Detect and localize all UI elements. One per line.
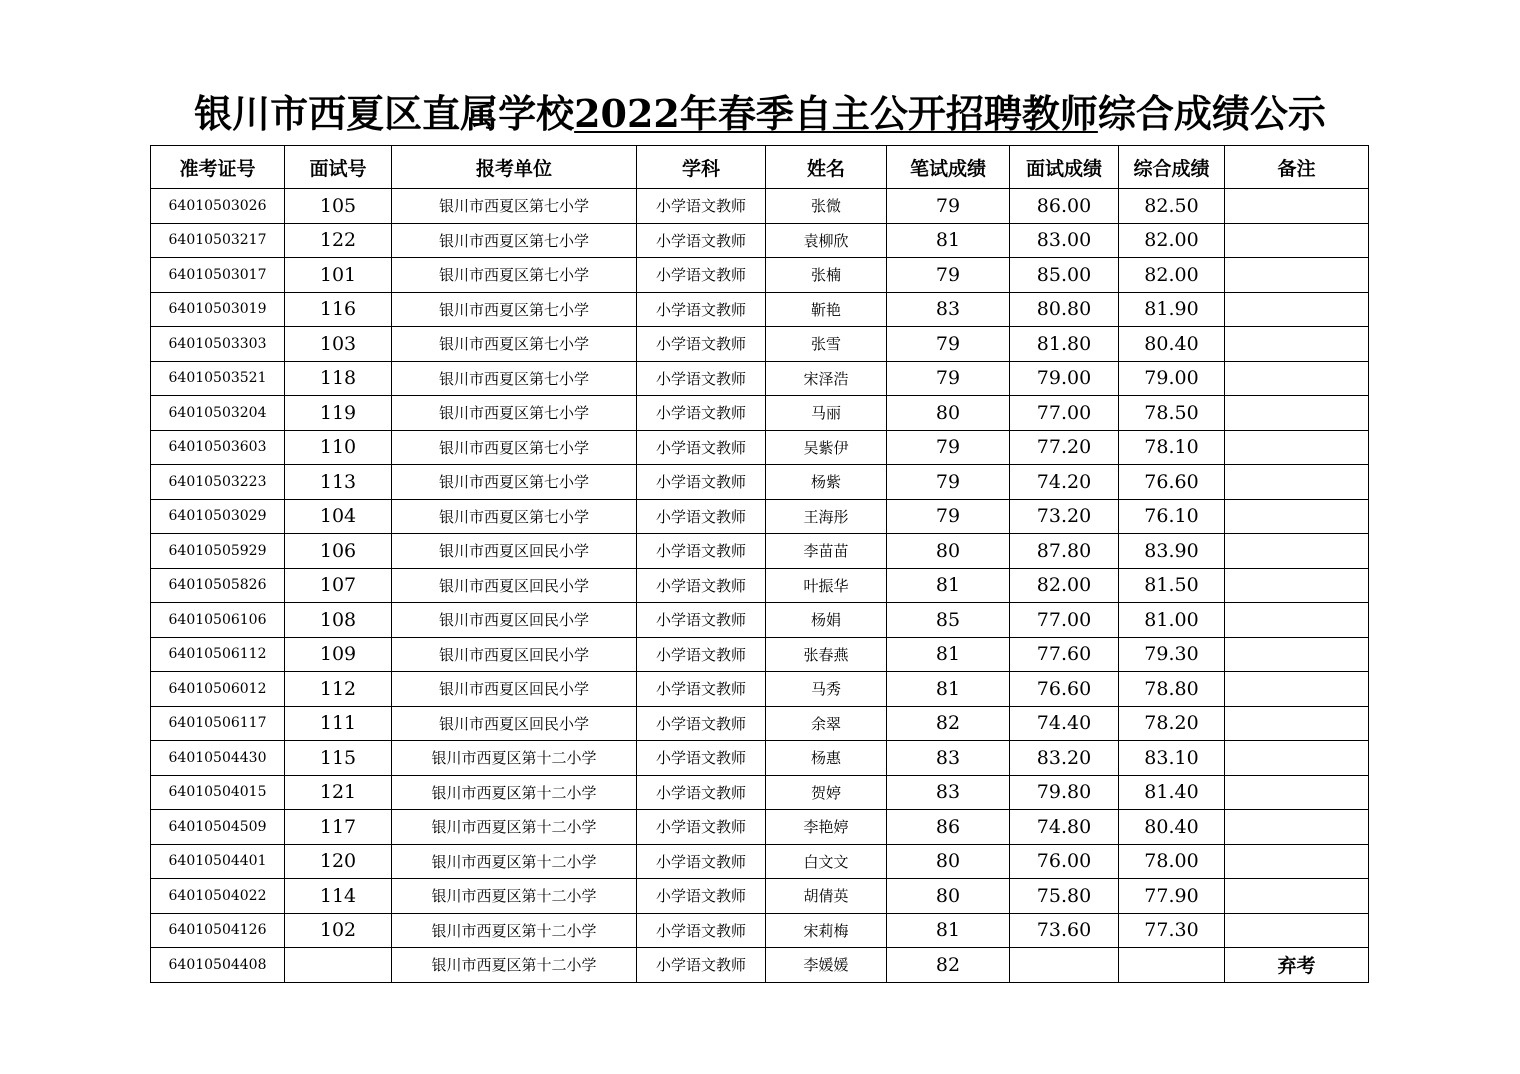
cell-subject: 小学语文教师	[637, 223, 766, 258]
cell-name: 白文文	[766, 844, 887, 879]
cell-subject: 小学语文教师	[637, 603, 766, 638]
header-note: 备注	[1225, 146, 1369, 189]
table-row	[151, 396, 1369, 431]
cell-written-score: 85	[887, 603, 1010, 638]
cell-note	[1225, 430, 1369, 465]
cell-note	[1225, 327, 1369, 362]
cell-subject: 小学语文教师	[637, 568, 766, 603]
cell-written-score: 81	[887, 913, 1010, 948]
cell-subject: 小学语文教师	[637, 913, 766, 948]
table-row	[151, 603, 1369, 638]
table-body	[151, 189, 1369, 983]
cell-note	[1225, 396, 1369, 431]
cell-exam-id: 64010503603	[151, 430, 285, 465]
cell-total-score: 79.30	[1119, 637, 1225, 672]
cell-total-score: 81.00	[1119, 603, 1225, 638]
cell-interview-score: 77.00	[1010, 603, 1119, 638]
cell-total-score: 79.00	[1119, 361, 1225, 396]
cell-unit: 银川市西夏区第十二小学	[392, 741, 637, 776]
cell-note	[1225, 775, 1369, 810]
table-row	[151, 913, 1369, 948]
header-row	[151, 146, 1369, 189]
cell-interview-score: 83.20	[1010, 741, 1119, 776]
title-prefix: 银川市西夏区直属学校	[194, 91, 575, 136]
cell-interview-score: 76.00	[1010, 844, 1119, 879]
cell-interview-score: 74.80	[1010, 810, 1119, 845]
table-row	[151, 741, 1369, 776]
table-row	[151, 879, 1369, 914]
cell-name: 余翠	[766, 706, 887, 741]
cell-unit: 银川市西夏区回民小学	[392, 706, 637, 741]
cell-note	[1225, 189, 1369, 224]
cell-note	[1225, 913, 1369, 948]
table-row	[151, 844, 1369, 879]
cell-subject: 小学语文教师	[637, 292, 766, 327]
cell-written-score: 79	[887, 327, 1010, 362]
cell-interview-no: 113	[285, 465, 392, 500]
header-unit: 报考单位	[392, 146, 637, 189]
cell-exam-id: 64010504126	[151, 913, 285, 948]
cell-exam-id: 64010503204	[151, 396, 285, 431]
cell-exam-id: 64010503223	[151, 465, 285, 500]
cell-subject: 小学语文教师	[637, 361, 766, 396]
header-interview-no: 面试号	[285, 146, 392, 189]
cell-subject: 小学语文教师	[637, 775, 766, 810]
cell-note	[1225, 534, 1369, 569]
cell-name: 靳艳	[766, 292, 887, 327]
cell-subject: 小学语文教师	[637, 430, 766, 465]
cell-exam-id: 64010504015	[151, 775, 285, 810]
cell-total-score: 82.50	[1119, 189, 1225, 224]
cell-interview-no: 116	[285, 292, 392, 327]
cell-total-score: 78.80	[1119, 672, 1225, 707]
cell-written-score: 86	[887, 810, 1010, 845]
table-row	[151, 327, 1369, 362]
cell-name: 李艳婷	[766, 810, 887, 845]
cell-unit: 银川市西夏区第十二小学	[392, 844, 637, 879]
table-row	[151, 189, 1369, 224]
cell-interview-no: 122	[285, 223, 392, 258]
cell-interview-no: 104	[285, 499, 392, 534]
cell-name: 李媛媛	[766, 948, 887, 983]
table-row	[151, 810, 1369, 845]
cell-note	[1225, 741, 1369, 776]
cell-interview-score: 80.80	[1010, 292, 1119, 327]
header-written-score: 笔试成绩	[887, 146, 1010, 189]
cell-name: 张雪	[766, 327, 887, 362]
table-row	[151, 534, 1369, 569]
header-subject: 学科	[637, 146, 766, 189]
cell-interview-score: 77.00	[1010, 396, 1119, 431]
table-row	[151, 258, 1369, 293]
cell-written-score: 82	[887, 948, 1010, 983]
cell-interview-score: 76.60	[1010, 672, 1119, 707]
cell-name: 李苗苗	[766, 534, 887, 569]
cell-interview-score: 74.20	[1010, 465, 1119, 500]
cell-note	[1225, 637, 1369, 672]
cell-note: 弃考	[1225, 948, 1369, 983]
cell-subject: 小学语文教师	[637, 741, 766, 776]
cell-exam-id: 64010505929	[151, 534, 285, 569]
header-exam-id: 准考证号	[151, 146, 285, 189]
cell-written-score: 81	[887, 637, 1010, 672]
cell-subject: 小学语文教师	[637, 948, 766, 983]
cell-unit: 银川市西夏区第七小学	[392, 327, 637, 362]
cell-unit: 银川市西夏区第七小学	[392, 223, 637, 258]
cell-interview-no: 119	[285, 396, 392, 431]
cell-interview-no: 112	[285, 672, 392, 707]
cell-written-score: 79	[887, 258, 1010, 293]
cell-interview-no: 117	[285, 810, 392, 845]
cell-unit: 银川市西夏区第七小学	[392, 499, 637, 534]
cell-total-score: 82.00	[1119, 223, 1225, 258]
cell-note	[1225, 672, 1369, 707]
cell-subject: 小学语文教师	[637, 879, 766, 914]
cell-total-score	[1119, 948, 1225, 983]
cell-subject: 小学语文教师	[637, 327, 766, 362]
cell-interview-score: 79.00	[1010, 361, 1119, 396]
cell-note	[1225, 810, 1369, 845]
cell-written-score: 80	[887, 844, 1010, 879]
cell-written-score: 79	[887, 430, 1010, 465]
cell-total-score: 77.90	[1119, 879, 1225, 914]
cell-total-score: 78.20	[1119, 706, 1225, 741]
cell-subject: 小学语文教师	[637, 189, 766, 224]
cell-interview-score: 87.80	[1010, 534, 1119, 569]
cell-interview-score: 75.80	[1010, 879, 1119, 914]
cell-interview-score: 79.80	[1010, 775, 1119, 810]
cell-total-score: 83.90	[1119, 534, 1225, 569]
cell-interview-no: 109	[285, 637, 392, 672]
cell-note	[1225, 258, 1369, 293]
title-suffix: 综合成绩公示	[1097, 91, 1326, 136]
cell-exam-id: 64010506117	[151, 706, 285, 741]
cell-unit: 银川市西夏区回民小学	[392, 637, 637, 672]
cell-exam-id: 64010503029	[151, 499, 285, 534]
cell-note	[1225, 292, 1369, 327]
header-total-score: 综合成绩	[1119, 146, 1225, 189]
cell-subject: 小学语文教师	[637, 706, 766, 741]
cell-written-score: 79	[887, 499, 1010, 534]
cell-note	[1225, 499, 1369, 534]
cell-total-score: 81.50	[1119, 568, 1225, 603]
cell-name: 袁柳欣	[766, 223, 887, 258]
cell-interview-no: 101	[285, 258, 392, 293]
cell-total-score: 76.10	[1119, 499, 1225, 534]
title-underlined: 2022年春季自主公开招聘教师	[574, 91, 1098, 136]
table-row	[151, 948, 1369, 983]
cell-total-score: 78.00	[1119, 844, 1225, 879]
cell-interview-no: 102	[285, 913, 392, 948]
cell-written-score: 81	[887, 223, 1010, 258]
cell-written-score: 79	[887, 361, 1010, 396]
cell-total-score: 77.30	[1119, 913, 1225, 948]
cell-written-score: 82	[887, 706, 1010, 741]
table-row	[151, 465, 1369, 500]
cell-exam-id: 64010503303	[151, 327, 285, 362]
cell-unit: 银川市西夏区第七小学	[392, 430, 637, 465]
cell-interview-no	[285, 948, 392, 983]
cell-note	[1225, 706, 1369, 741]
cell-name: 杨紫	[766, 465, 887, 500]
cell-written-score: 81	[887, 568, 1010, 603]
cell-interview-no: 108	[285, 603, 392, 638]
cell-exam-id: 64010503017	[151, 258, 285, 293]
cell-interview-score: 77.20	[1010, 430, 1119, 465]
cell-subject: 小学语文教师	[637, 672, 766, 707]
cell-unit: 银川市西夏区第七小学	[392, 465, 637, 500]
table-row	[151, 637, 1369, 672]
cell-note	[1225, 879, 1369, 914]
cell-note	[1225, 361, 1369, 396]
cell-total-score: 82.00	[1119, 258, 1225, 293]
cell-written-score: 79	[887, 465, 1010, 500]
cell-exam-id: 64010504401	[151, 844, 285, 879]
table-row	[151, 223, 1369, 258]
cell-exam-id: 64010505826	[151, 568, 285, 603]
cell-interview-no: 120	[285, 844, 392, 879]
cell-interview-score: 73.60	[1010, 913, 1119, 948]
cell-subject: 小学语文教师	[637, 396, 766, 431]
cell-total-score: 78.50	[1119, 396, 1225, 431]
cell-unit: 银川市西夏区回民小学	[392, 534, 637, 569]
table-row	[151, 706, 1369, 741]
cell-exam-id: 64010504430	[151, 741, 285, 776]
cell-unit: 银川市西夏区回民小学	[392, 672, 637, 707]
cell-interview-score: 81.80	[1010, 327, 1119, 362]
cell-exam-id: 64010506012	[151, 672, 285, 707]
cell-total-score: 78.10	[1119, 430, 1225, 465]
scores-table	[150, 145, 1369, 983]
header-name: 姓名	[766, 146, 887, 189]
table-row	[151, 672, 1369, 707]
cell-written-score: 80	[887, 534, 1010, 569]
cell-subject: 小学语文教师	[637, 534, 766, 569]
cell-subject: 小学语文教师	[637, 810, 766, 845]
cell-name: 贺婷	[766, 775, 887, 810]
cell-exam-id: 64010504408	[151, 948, 285, 983]
cell-name: 吴紫伊	[766, 430, 887, 465]
cell-unit: 银川市西夏区第十二小学	[392, 913, 637, 948]
cell-total-score: 81.90	[1119, 292, 1225, 327]
cell-interview-no: 106	[285, 534, 392, 569]
table-row	[151, 292, 1369, 327]
cell-unit: 银川市西夏区第七小学	[392, 258, 637, 293]
table-row	[151, 568, 1369, 603]
cell-interview-score	[1010, 948, 1119, 983]
cell-note	[1225, 465, 1369, 500]
cell-written-score: 81	[887, 672, 1010, 707]
cell-unit: 银川市西夏区回民小学	[392, 603, 637, 638]
cell-name: 宋莉梅	[766, 913, 887, 948]
cell-exam-id: 64010506106	[151, 603, 285, 638]
cell-subject: 小学语文教师	[637, 465, 766, 500]
cell-exam-id: 64010503019	[151, 292, 285, 327]
cell-exam-id: 64010504509	[151, 810, 285, 845]
cell-interview-no: 103	[285, 327, 392, 362]
cell-exam-id: 64010503521	[151, 361, 285, 396]
cell-written-score: 83	[887, 775, 1010, 810]
cell-exam-id: 64010504022	[151, 879, 285, 914]
cell-written-score: 80	[887, 879, 1010, 914]
page-title	[0, 88, 1520, 140]
cell-name: 杨惠	[766, 741, 887, 776]
cell-interview-score: 74.40	[1010, 706, 1119, 741]
cell-subject: 小学语文教师	[637, 258, 766, 293]
cell-total-score: 76.60	[1119, 465, 1225, 500]
cell-note	[1225, 223, 1369, 258]
cell-written-score: 83	[887, 741, 1010, 776]
cell-name: 马丽	[766, 396, 887, 431]
cell-written-score: 83	[887, 292, 1010, 327]
cell-subject: 小学语文教师	[637, 637, 766, 672]
cell-interview-no: 111	[285, 706, 392, 741]
cell-subject: 小学语文教师	[637, 499, 766, 534]
cell-unit: 银川市西夏区第十二小学	[392, 879, 637, 914]
table-row	[151, 775, 1369, 810]
cell-written-score: 79	[887, 189, 1010, 224]
cell-exam-id: 64010503217	[151, 223, 285, 258]
cell-interview-score: 85.00	[1010, 258, 1119, 293]
cell-name: 张微	[766, 189, 887, 224]
cell-name: 张春燕	[766, 637, 887, 672]
cell-name: 宋泽浩	[766, 361, 887, 396]
cell-interview-no: 105	[285, 189, 392, 224]
table-row	[151, 361, 1369, 396]
cell-exam-id: 64010506112	[151, 637, 285, 672]
cell-name: 马秀	[766, 672, 887, 707]
cell-unit: 银川市西夏区第十二小学	[392, 948, 637, 983]
cell-interview-score: 77.60	[1010, 637, 1119, 672]
cell-name: 胡倩英	[766, 879, 887, 914]
table-row	[151, 499, 1369, 534]
cell-total-score: 83.10	[1119, 741, 1225, 776]
cell-total-score: 81.40	[1119, 775, 1225, 810]
cell-total-score: 80.40	[1119, 810, 1225, 845]
cell-note	[1225, 844, 1369, 879]
cell-interview-no: 121	[285, 775, 392, 810]
cell-interview-no: 107	[285, 568, 392, 603]
cell-interview-no: 114	[285, 879, 392, 914]
cell-interview-score: 83.00	[1010, 223, 1119, 258]
cell-interview-score: 86.00	[1010, 189, 1119, 224]
cell-interview-score: 82.00	[1010, 568, 1119, 603]
cell-exam-id: 64010503026	[151, 189, 285, 224]
header-interview-score: 面试成绩	[1010, 146, 1119, 189]
cell-unit: 银川市西夏区第十二小学	[392, 810, 637, 845]
cell-unit: 银川市西夏区第七小学	[392, 396, 637, 431]
cell-unit: 银川市西夏区第十二小学	[392, 775, 637, 810]
cell-interview-score: 73.20	[1010, 499, 1119, 534]
cell-written-score: 80	[887, 396, 1010, 431]
cell-note	[1225, 568, 1369, 603]
cell-interview-no: 118	[285, 361, 392, 396]
cell-interview-no: 110	[285, 430, 392, 465]
cell-subject: 小学语文教师	[637, 844, 766, 879]
cell-unit: 银川市西夏区回民小学	[392, 568, 637, 603]
cell-total-score: 80.40	[1119, 327, 1225, 362]
cell-unit: 银川市西夏区第七小学	[392, 189, 637, 224]
table-row	[151, 430, 1369, 465]
cell-unit: 银川市西夏区第七小学	[392, 361, 637, 396]
cell-name: 张楠	[766, 258, 887, 293]
cell-unit: 银川市西夏区第七小学	[392, 292, 637, 327]
cell-name: 叶振华	[766, 568, 887, 603]
cell-interview-no: 115	[285, 741, 392, 776]
cell-name: 杨娟	[766, 603, 887, 638]
cell-name: 王海彤	[766, 499, 887, 534]
cell-note	[1225, 603, 1369, 638]
